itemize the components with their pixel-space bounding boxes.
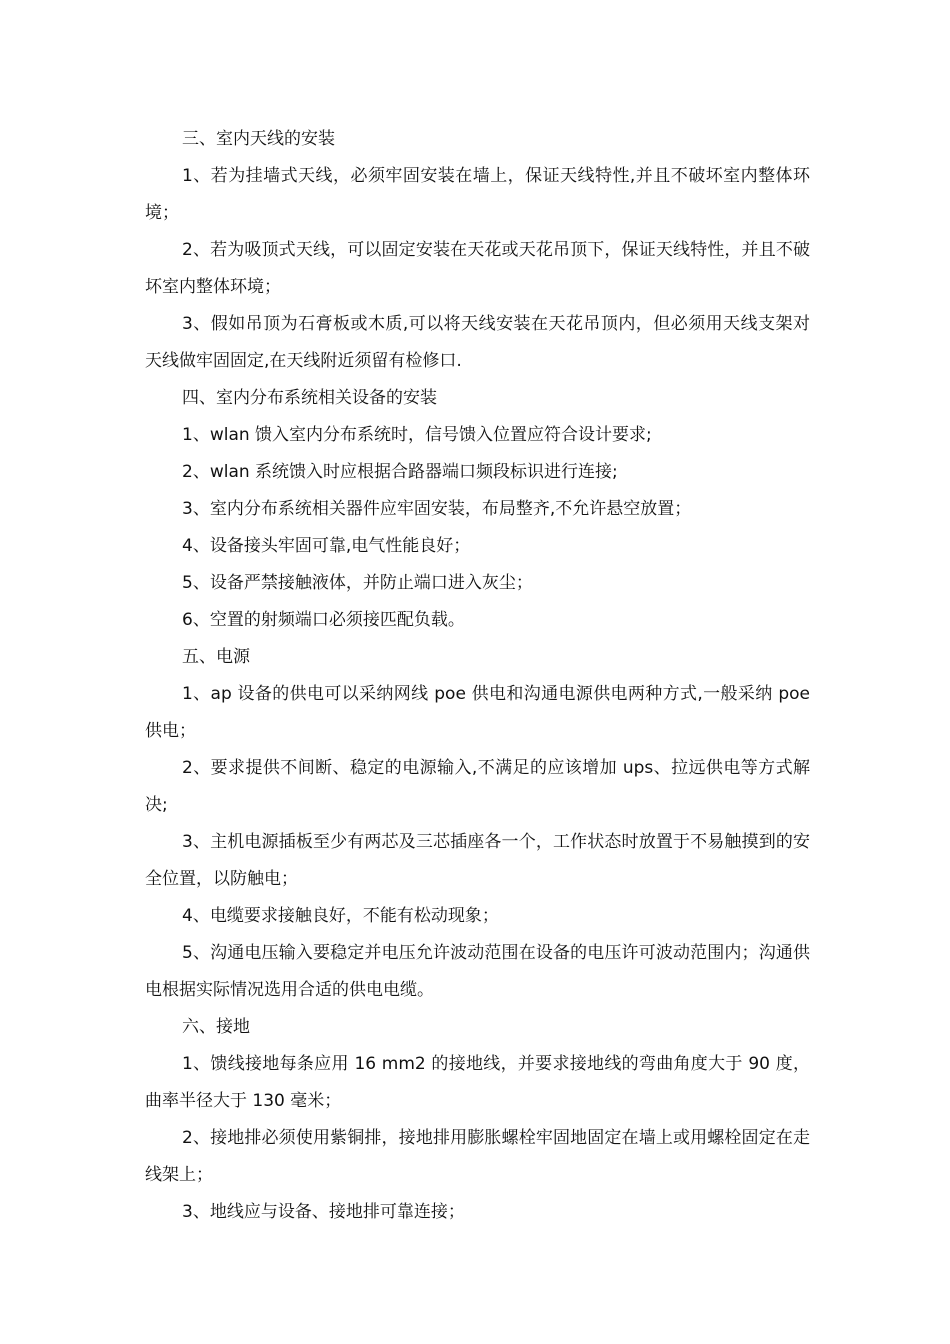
- section-heading-power: 五、电源: [182, 647, 250, 667]
- paragraph: 3、室内分布系统相关器件应牢固安装，布局整齐,不允许悬空放置；: [182, 499, 692, 519]
- paragraph: 1、若为挂墙式天线，必须牢固安装在墙上，保证天线特性,并且不破坏室内整体环境；: [145, 166, 810, 223]
- paragraph: 5、沟通电压输入要稳定并电压允许波动范围在设备的电压许可波动范围内；沟通供电根据实际情况选用合适的供电电缆。: [145, 943, 810, 1000]
- section-heading-distribution-equipment: 四、室内分布系统相关设备的安装: [182, 388, 437, 408]
- paragraph: 2、wlan 系统馈入时应根据合路器端口频段标识进行连接;: [182, 462, 618, 482]
- paragraph: 4、电缆要求接触良好，不能有松动现象；: [182, 906, 499, 926]
- paragraph: 1、馈线接地每条应用 16 mm2 的接地线，并要求接地线的弯曲角度大于 90 度，曲率半径大于 130 毫米；: [145, 1054, 810, 1111]
- paragraph: 1、wlan 馈入室内分布系统时，信号馈入位置应符合设计要求;: [182, 425, 652, 445]
- paragraph: 1、ap 设备的供电可以采纳网线 poe 供电和沟通电源供电两种方式,一般采纳 poe 供电；: [145, 684, 810, 741]
- paragraph: 5、设备严禁接触液体，并防止端口进入灰尘；: [182, 573, 533, 593]
- paragraph: 3、假如吊顶为石膏板或木质,可以将天线安装在天花吊顶内，但必须用天线支架对天线做牢固固定,在天线附近须留有检修口.: [145, 314, 810, 371]
- paragraph: 2、接地排必须使用紫铜排，接地排用膨胀螺栓牢固地固定在墙上或用螺栓固定在走线架上；: [145, 1128, 810, 1185]
- document-body: [145, 121, 810, 1231]
- paragraph: 4、设备接头牢固可靠,电气性能良好；: [182, 536, 471, 556]
- section-heading-grounding: 六、接地: [182, 1017, 250, 1037]
- paragraph: 2、要求提供不间断、稳定的电源输入,不满足的应该增加 ups、拉远供电等方式解决;: [145, 758, 810, 815]
- paragraph: 3、主机电源插板至少有两芯及三芯插座各一个，工作状态时放置于不易触摸到的安全位置，以防触电；: [145, 832, 810, 889]
- paragraph: 6、空置的射频端口必须接匹配负载。: [182, 610, 465, 630]
- paragraph: 3、地线应与设备、接地排可靠连接；: [182, 1202, 465, 1222]
- paragraph: 2、若为吸顶式天线，可以固定安装在天花或天花吊顶下，保证天线特性，并且不破坏室内整体环境；: [145, 240, 810, 297]
- section-heading-indoor-antenna: 三、室内天线的安装: [182, 129, 335, 149]
